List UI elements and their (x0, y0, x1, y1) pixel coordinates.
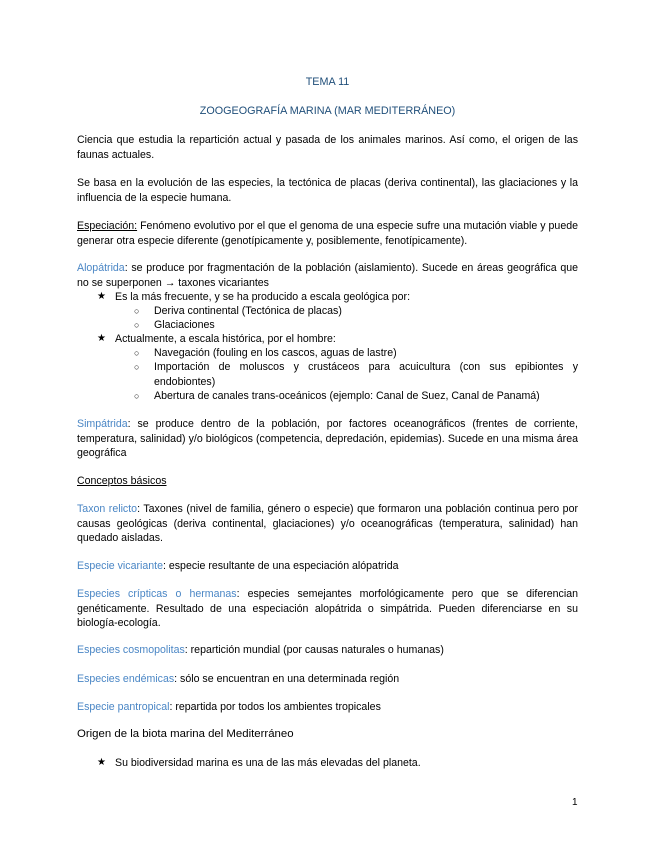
sub-bullet-text: Deriva continental (Tectónica de placas) (154, 305, 342, 317)
sub-bullet-text: Navegación (fouling en los cascos, aguas de lastre) (154, 347, 397, 359)
circle-bullet-icon: ○ (134, 362, 140, 372)
concept-item (77, 700, 578, 715)
concept-text: : Taxones (nivel de familia, género o especie) que formaron una población continua pero por causas geológicas (deriva continental, glaciaciones) y/o oceanográficas (temperatura, salinidad) han quedado aisladas. (77, 503, 578, 544)
concept-term: Especies crípticas o hermanas (77, 588, 237, 600)
concept-text: : repartida por todos los ambientes tropicales (169, 701, 381, 713)
concept-item (77, 587, 578, 631)
sub-bullet-text: Glaciaciones (154, 319, 215, 331)
simpatrida-paragraph (77, 417, 578, 461)
alopatrida-text: : se produce por fragmentación de la población (aislamiento). Sucede en áreas geográfica que no se superponen → taxones vicariantes (77, 262, 578, 289)
especiacion-paragraph (77, 219, 578, 248)
star-bullet-icon: ★ (97, 757, 106, 768)
sub-bullet-item (134, 346, 578, 361)
concept-term: Especie pantropical (77, 701, 170, 713)
sub-bullet-item (134, 318, 578, 333)
alopatrida-paragraph (77, 261, 578, 290)
bullet-text: Es la más frecuente, y se ha producido a escala geológica por: (115, 291, 411, 303)
concept-item (77, 643, 578, 658)
concept-text: : sólo se encuentran en una determinada región (174, 673, 400, 685)
bullet-item (97, 756, 578, 771)
circle-bullet-icon: ○ (134, 320, 140, 330)
concept-text: : especie resultante de una especiación alópatrida (162, 560, 399, 572)
alopatrida-term: Alopátrida (77, 262, 125, 274)
bullet-item (97, 290, 578, 305)
document-title: ZOOGEOGRAFÍA MARINA (MAR MEDITERRÁNEO) (199, 105, 456, 117)
concept-item (77, 559, 578, 574)
intro-paragraph-1: Ciencia que estudia la repartición actual y pasada de los animales marinos. Así como, el origen de las faunas actuales. (77, 134, 578, 161)
sub-bullet-item (134, 360, 578, 389)
page-number: 1 (572, 797, 578, 808)
bullet-text: Actualmente, a escala histórica, por el hombre: (115, 333, 336, 345)
concept-item (77, 502, 578, 546)
circle-bullet-icon: ○ (134, 391, 140, 401)
sub-bullet-item (134, 389, 578, 404)
circle-bullet-icon: ○ (134, 306, 140, 316)
sub-bullet-text: Importación de moluscos y crustáceos para acuicultura (con sus epibiontes y endobiontes) (154, 361, 578, 388)
especiacion-text: Fenómeno evolutivo por el que el genoma de una especie sufre una mutación viable y puede generar otra especie diferente (genotípicamente y, posiblemente, fenotípicamente). (77, 220, 578, 247)
conceptos-heading: Conceptos básicos (77, 475, 167, 487)
concept-text: : repartición mundial (por causas naturales o humanas) (184, 644, 444, 656)
concept-item (77, 672, 578, 687)
concept-term: Especie vicariante (77, 560, 163, 572)
intro-paragraph-2: Se basa en la evolución de las especies, la tectónica de placas (deriva continental), las glaciaciones y la influencia de la especie humana. (77, 177, 578, 204)
simpatrida-text: : se produce dentro de la población, por factores oceanográficos (frentes de corriente, temperatura, salinidad) y/o biológicos (competencia, depredación, epidemias). Sucede en una misma área geográfica (77, 418, 578, 459)
origen-heading: Origen de la biota marina del Mediterráneo (77, 728, 294, 740)
circle-bullet-icon: ○ (134, 348, 140, 358)
concept-text: : especies semejantes morfológicamente pero que se diferencian genéticamente. Resultado de una especiación alopátrida o simpátrida. Pueden diferenciarse en su biología-ecología. (77, 588, 578, 629)
bullet-text: Su biodiversidad marina es una de las más elevadas del planeta. (115, 757, 421, 769)
star-bullet-icon: ★ (97, 291, 106, 302)
sub-bullet-text: Abertura de canales trans-oceánicos (ejemplo: Canal de Suez, Canal de Panamá) (154, 390, 540, 402)
concept-term: Taxon relicto (77, 503, 138, 515)
especiacion-term: Especiación: (77, 220, 138, 232)
topic-label: TEMA 11 (305, 76, 350, 88)
star-bullet-icon: ★ (97, 333, 106, 344)
concept-term: Especies cosmopolitas (77, 644, 185, 656)
simpatrida-term: Simpátrida (77, 418, 128, 430)
concept-term: Especies endémicas (77, 673, 175, 685)
bullet-item (97, 332, 578, 347)
sub-bullet-item (134, 304, 578, 319)
